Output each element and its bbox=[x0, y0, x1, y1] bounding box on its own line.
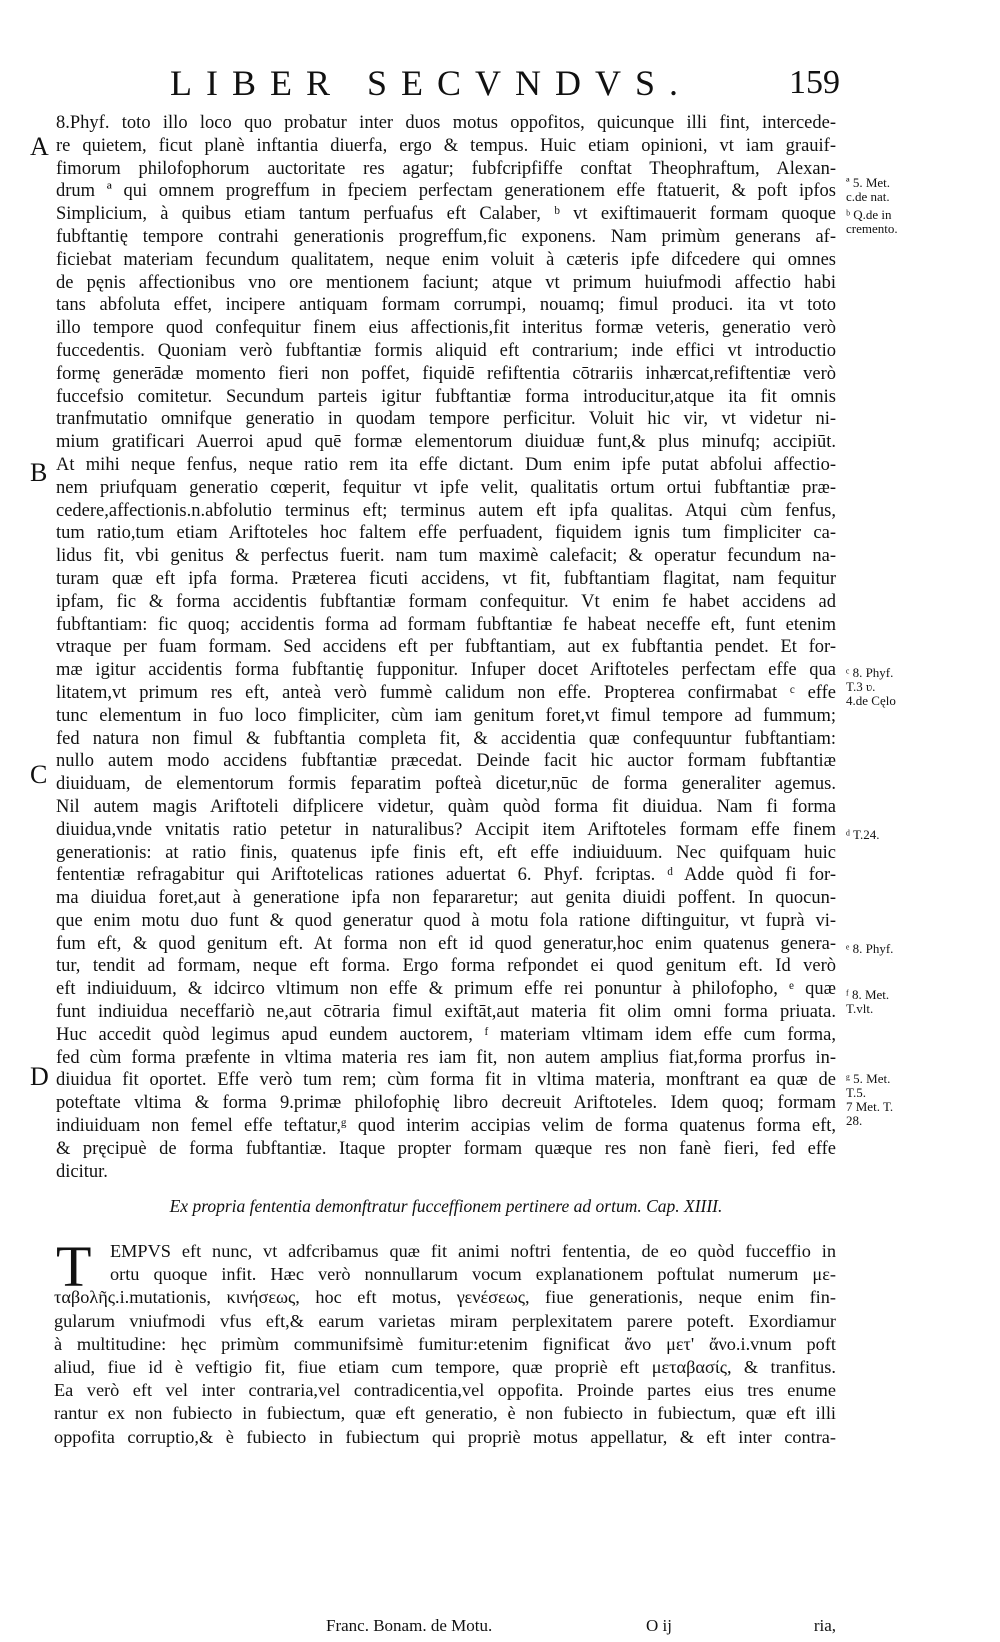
section-letter-b: B bbox=[30, 458, 48, 487]
text-line: Huc accedit quòd legimus apud eundem auctorem, ᶠ materiam vltimam idem effe cum forma, bbox=[56, 1024, 836, 1045]
margin-note-line: ᵇ Q.de in bbox=[846, 208, 892, 222]
running-title: LIBER SECVNDVS. bbox=[170, 63, 693, 103]
text-line: At mihi neque fenfus, neque ratio rem ita effe dictant. Dum enim ipfe putat abfolui affectio- bbox=[56, 454, 836, 475]
margin-note bbox=[846, 988, 991, 1016]
text-line: diuiduam, de elementorum formis feparatim pofteà dicetur,nūc de forma generaliter agemus. bbox=[56, 774, 836, 795]
margin-note-line: T.vlt. bbox=[846, 1001, 874, 1016]
gathering-mark: O ij bbox=[646, 1616, 672, 1635]
margin-note bbox=[846, 828, 991, 842]
text-line: tum ratio,tum etiam Ariftoteles hoc faltem effe perfuadent, fiquidem ignis tum fimpliciter ca- bbox=[56, 523, 836, 544]
text-line: cedere,affectionis.n.abfolutio terminus eft; terminus autem eft ipfa qualitas. Atqui cùm fenfus, bbox=[56, 500, 836, 521]
margin-note-line: ᵍ 5. Met. bbox=[846, 1072, 891, 1086]
text-line: fed cùm forma præfente in vltima materia res iam fit, non autem amplius fiat,forma prorfus in- bbox=[56, 1047, 836, 1068]
text-line: drum ª qui omnem progreffum in fpeciem perfectam generationem effe ftatuerit, & poft ipfos bbox=[56, 181, 836, 202]
signature-line: Franc. Bonam. de Motu. bbox=[326, 1616, 493, 1635]
margin-note-line: ᶜ 8. Phyf. bbox=[846, 666, 894, 680]
text-line: re quietem, ficut planè inftantia diuerfa, ergo & tempus. Huic etiam opinioni, vt iam grauif- bbox=[56, 135, 836, 156]
margin-note-line: 4.de Cęlo bbox=[846, 693, 896, 708]
margin-note bbox=[846, 666, 991, 708]
section-letter-d: D bbox=[30, 1062, 49, 1091]
margin-note-line: ª 5. Met. bbox=[846, 176, 891, 190]
text-line: ταβολῆς.i.mutationis, κινήσεως, hoc eft motus, γενέσεως, fiue generationis, neque enim fin- bbox=[54, 1287, 836, 1308]
text-line: poteftate vltima & forma 9.primæ philofophię libro decreuit Ariftoteles. Idem quoq; formam bbox=[56, 1093, 836, 1114]
catchword: ria, bbox=[813, 1616, 836, 1635]
text-line: tans abfoluta effet, incipere antiquam formam corrumpi, nouamq; fimul produci. ita vt toto bbox=[56, 295, 836, 316]
margin-note bbox=[846, 1072, 991, 1128]
text-line: EMPVS eft nunc, vt adfcribamus quæ fit animi noftri fententia, de eo quòd fucceffio in bbox=[110, 1241, 836, 1261]
text-line: turam quæ eft ipfa forma. Præterea ficuti accidens, vt fit, fubftantiam flagitat, nam fequitur bbox=[56, 568, 836, 589]
text-line: ma diuidua foret,aut à generatione ipfa non fepararetur; aut genita diuidi poffent. In quocun- bbox=[56, 888, 836, 909]
text-line: tunc elementum in fuo loco fimpliciter, cùm iam genitum foret,vt fimul tempore ad fummum; bbox=[56, 705, 836, 726]
margin-note bbox=[846, 208, 991, 236]
main-text-block bbox=[56, 112, 836, 1183]
text-line: 8.Phyf. toto illo loco quo probatur inter duos motus oppofitos, quicunque illi fint, intercede- bbox=[56, 113, 836, 133]
text-line: Nil autem magis Ariftoteli difplicere videtur, quàm quòd forma fit diuidua. Nam fi forma bbox=[56, 796, 836, 817]
text-line: oppofita corruptio,& è fubiecto in fubiectum qui propriè motus appellatur, & eft inter contra- bbox=[54, 1426, 836, 1447]
text-line: ipfam, fic & forma accidentis fubftantiæ formam confequitur. Vt enim fe habet accidens ad bbox=[56, 591, 836, 612]
text-line: de pęnis affectionibus vno ore mentionem faciunt; atque vt primum huiufmodi affectio habi bbox=[56, 272, 836, 293]
text-line: funt indiuidua neceffariò ne,aut cōtraria fimul exiftāt,aut materia fit olim omni forma priuata. bbox=[56, 1002, 836, 1023]
margin-note-line: cremento. bbox=[846, 221, 898, 236]
text-line: fum eft, & quod genitum eft. At forma non eft id quod generatur,hoc enim quatenus genera- bbox=[56, 933, 836, 954]
text-line: indiuiduam non femel effe teftatur,ᵍ quod interim accipias velim de forma quatenus forma eft, bbox=[56, 1116, 836, 1137]
page-number: 159 bbox=[789, 64, 840, 101]
text-line: ortu quoque infit. Hæc verò nonnullarum vocum explanationem poftulat numerum με- bbox=[110, 1264, 836, 1285]
margin-note-line: 7 Met. T. bbox=[846, 1099, 894, 1114]
margin-note bbox=[846, 176, 991, 204]
margin-note-line: T.3 ʋ. bbox=[846, 679, 876, 694]
text-line: ficiebat materiam fecundum qualitatem, neque enim voluit à cæteris ipfe difcedere qui omnes bbox=[56, 249, 836, 270]
text-line: fimorum philofophorum auctoritate res agatur; fubfcripfiffe conftat Theophraftum, Alexan- bbox=[56, 158, 836, 179]
text-line: nem priufquam generatio cœperit, fequitur vt ipfe velit, qualitatis ortum ortui fubftantiæ præ- bbox=[56, 477, 836, 498]
margin-note-line: c.de nat. bbox=[846, 189, 890, 204]
text-line: fententiæ refragabitur qui Ariftotelicas rationes aduertat 6. Phyf. fcriptas. ᵈ Adde quòd fi for- bbox=[56, 865, 836, 886]
margin-note-line: T.5. bbox=[846, 1085, 866, 1100]
text-line: tur, tendit ad formam, neque eft forma. Ergo forma refpondet ei quod genitum eft. Id verò bbox=[56, 956, 836, 977]
text-line: mium gratificari Auerroi apud quē formæ elementorum diuiduæ funt,& plus minufq; accipiūt. bbox=[56, 432, 836, 453]
text-line: mæ igitur accidentis forma fubftantię fupponitur. Infuper docet Ariftoteles perfectam effe qua bbox=[56, 660, 836, 681]
text-line: litatem,vt primum res eft, anteà verò fummè calidum non effe. Propterea confirmabat ᶜ effe bbox=[56, 682, 836, 703]
margin-note-line: ᶠ 8. Met. bbox=[846, 988, 890, 1002]
text-line: diuidua,vnde vnitatis ratio petetur in naturalibus? Accipit item Ariftoteles formam effe finem bbox=[56, 819, 836, 840]
text-line: Simplicium, à quibus etiam tantum perfuafus eft Calaber, ᵇ vt exiftimauerit formam quoque bbox=[56, 204, 836, 225]
text-line: generationis: at ratio finis, quatenus ipfe finis eft, eft effe indiuiduum. Nec quifquam huic bbox=[56, 842, 836, 863]
text-line: diuidua fit oportet. Effe verò tum rem; cùm forma fit in vltima materia, monftrant ea quæ de bbox=[56, 1070, 836, 1091]
running-header bbox=[170, 62, 840, 106]
margin-note-line: ᵉ 8. Phyf. bbox=[846, 942, 894, 956]
text-line: dicitur. bbox=[56, 1161, 108, 1182]
text-line: à multitudine: hęc primùm communifsimè fumitur:etenim fignificat ἄνο μετ' ἄνο.i.vnum poft bbox=[54, 1333, 836, 1354]
text-line: lidus fit, vbi genitus & perfectus fuerit. nam tum maximè calefacit; & operatur fecundum na- bbox=[56, 546, 836, 567]
chapter-text-block bbox=[54, 1240, 836, 1449]
text-line: que enim motu duo funt & quod generatur quod à motu fola ratione diftinguitur, vt fuprà vi- bbox=[56, 910, 836, 931]
margin-note-line: ᵈ T.24. bbox=[846, 828, 880, 842]
text-line: fubftantiam: fic quoq; accidentis forma ad formam fubftantiæ fe habeat neceffe eft, funt etenim bbox=[56, 614, 836, 635]
text-line: fed natura non fimul & fubftantia completa fit, & accidentia quæ confequuntur fubftantiam: bbox=[56, 728, 836, 749]
text-line: formę generādæ momento fieri non poffet, fiquidē refiftentia cōtrariis inhærcat,refiftentiæ verò bbox=[56, 363, 836, 384]
margin-note-line: 28. bbox=[846, 1113, 863, 1128]
text-line: aliud, fiue id è veftigio fit, fiue etiam cum tempore, quæ propriè eft μεταβασίς, & tranfitus. bbox=[54, 1356, 836, 1377]
drop-capital: T bbox=[56, 1234, 92, 1299]
margin-note bbox=[846, 942, 991, 956]
text-line: eft indiuiduum, & idcirco vltimum non effe & primum effe rei ponuntur à philofopho, ᵉ quæ bbox=[56, 979, 836, 1000]
text-line: gularum vniufmodi vfus eft,& earum varietas miram perplexitatem parere poteft. Exordiamur bbox=[54, 1310, 836, 1331]
text-line: rantur ex non fubiecto in fubiectum, quæ eft generatio, è non fubiecto in fubiectum, quæ eft illi bbox=[54, 1403, 836, 1424]
text-line: fuccefsio comitetur. Secundum parteis igitur fubftantiæ forma introducitur,atque ita fit omnis bbox=[56, 386, 836, 407]
page-footer bbox=[56, 1616, 836, 1640]
text-line: illo tempore quod confequitur finem eius affectionis,fit interitus formæ veteris, generatio verò bbox=[56, 318, 836, 339]
text-line: tranfmutatio omnifque generatio in quodam tempore perficitur. Voluit hic vir, vt videtur ni- bbox=[56, 409, 836, 430]
text-line: fuccedentis. Quoniam verò fubftantiæ formis aliquid eft contrarium; inde effici vt introductio bbox=[56, 340, 836, 361]
text-line: nullo autem modo accidens fubftantiæ præcedat. Deinde facit hic auctor formam fubftantiæ bbox=[56, 751, 836, 772]
section-letter-c: C bbox=[30, 760, 48, 789]
text-line: fubftantię tempore contrahi generationis progreffum,fic exponens. Nam primùm generans af- bbox=[56, 226, 836, 247]
text-line: & pręcipuè de forma fubftantiæ. Itaque propter formam quæque res non fanè fieri, fed effe bbox=[56, 1138, 836, 1159]
chapter-heading: Ex propria fententia demonftratur fucceffionem pertinere ad ortum. Cap. XIIII. bbox=[169, 1196, 723, 1216]
text-line: vtraque per fuam formam. Sed accidens eft per fubftantiam, aut ex fubftantia pendet. Et for- bbox=[56, 637, 836, 658]
text-line: Ea verò eft vel inter contraria,vel contradicentia,vel oppofita. Proinde partes eius tres enume bbox=[54, 1380, 836, 1401]
section-letter-a: A bbox=[30, 132, 49, 161]
